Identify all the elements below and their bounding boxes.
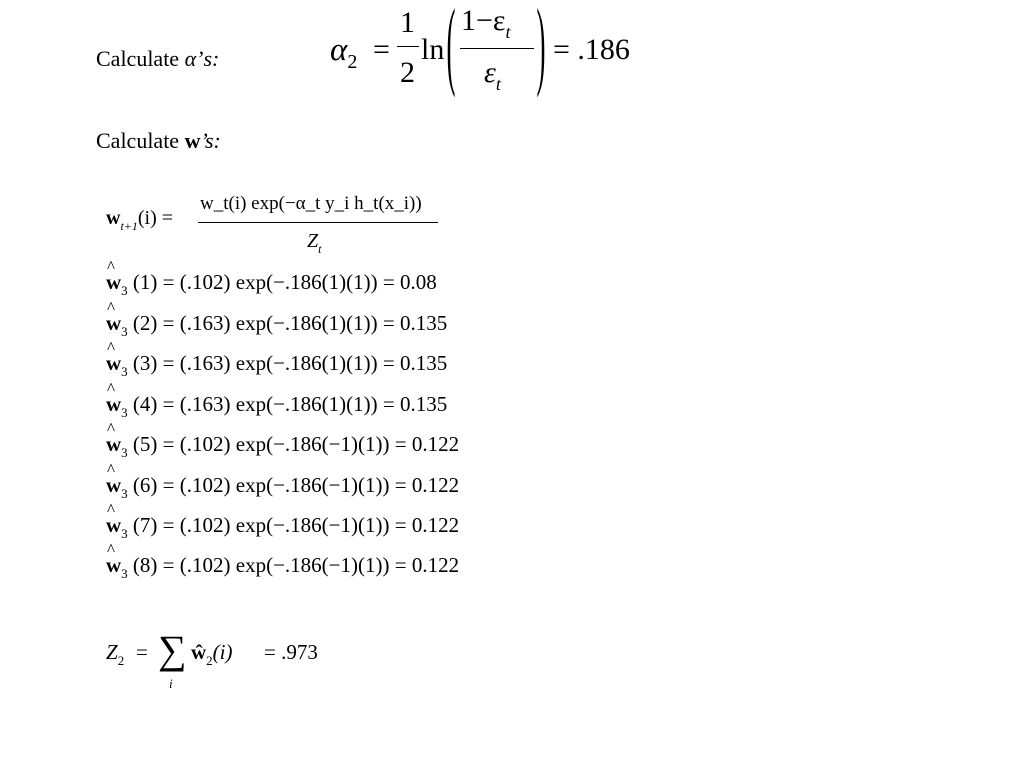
hat-index: 5 [139,432,151,456]
w-hat-symbol: ^ w [106,311,121,336]
hat-weight: .102 [186,473,224,497]
hat-result: 0.08 [400,270,437,294]
hat-y: 1 [328,270,340,294]
hat-weight: .102 [186,553,224,577]
w-hat-symbol: ^ w [106,473,121,498]
alpha-lhs: α2 [330,32,358,73]
hat-equation-row: ^ $w_3$ (3) = (.163) exp(−.186(1)(1)) = 0.135 [106,351,447,376]
hat-result: 0.135 [400,392,448,416]
left-paren: ( [446,0,456,100]
update-rule-numerator: w_t(i) exp(−α_t y_i h_t(x_i)) [200,193,422,214]
hat-y: −1 [328,432,352,456]
alpha-result: = .186 [553,33,630,66]
coef-numerator: 1 [400,6,415,39]
hat-y: −1 [328,513,352,537]
hat-weight: .102 [186,513,224,537]
z-lhs: $Z_2$ [106,640,125,668]
hat-weight: .163 [186,311,224,335]
w-hat-symbol: ^ w [106,270,121,295]
hat-equation-row: ^ $w_3$ (8) = (.102) exp(−.186(−1)(1)) = 0.122 [106,553,459,578]
alpha-heading: Calculate α’s: [96,46,220,71]
alpha-numerator: 1−εt [461,4,511,42]
hat-result: 0.135 [400,311,448,335]
update-rule-fraction-line [198,222,438,223]
hat-index: 3 [139,351,151,375]
hat-result: 0.135 [400,351,448,375]
hat-y: −1 [328,473,352,497]
hat-equation-row: ^ $w_3$ (5) = (.102) exp(−.186(−1)(1)) = 0.122 [106,432,459,457]
right-paren: ) [536,0,546,100]
update-rule-denominator: $Z_t$ [307,230,322,256]
hat-y: 1 [328,392,340,416]
sigma-symbol: ∑ [158,627,187,672]
hat-index: 4 [139,392,151,416]
hat-equation-row: ^ $w_3$ (4) = (.163) exp(−.186(1)(1)) = 0.135 [106,392,447,417]
weights-heading: Calculate w’s: [96,128,221,153]
w-hat-symbol: ^ w [106,351,121,376]
alpha-denominator: εt [484,56,501,94]
hat-weight: .102 [186,432,224,456]
hat-result: 0.122 [411,432,460,456]
hat-y: 1 [328,351,340,375]
alpha-equals: = [373,33,390,66]
z-result: = .973 [264,640,318,664]
hat-index: 7 [139,513,151,537]
ln-function: ln [421,33,445,66]
hat-y: 1 [328,311,340,335]
hat-weight: .163 [186,351,224,375]
hat-equation-row: ^ $w_3$ (2) = (.163) exp(−.186(1)(1)) = 0.135 [106,311,447,336]
w-hat-symbol: ^ w [106,392,121,417]
hat-result: 0.122 [411,473,460,497]
hat-index: 8 [139,553,151,577]
update-rule-lhs: $w_{t+1}(i)$ = [106,207,174,233]
sum-index: i [169,676,173,691]
hat-index: 6 [139,473,151,497]
w-hat-symbol: ^ w [106,513,121,538]
w-hat-symbol: ^ w [106,432,121,457]
w-hat-symbol: ^ w [106,553,121,578]
hat-index: 1 [139,270,151,294]
hat-equation-row: ^ $w_3$ (6) = (.102) exp(−.186(−1)(1)) = 0.122 [106,473,459,498]
alpha-fraction-line [460,48,534,49]
hat-y: −1 [328,553,352,577]
hat-weight: .102 [186,270,224,294]
coef-denominator: 2 [400,56,415,89]
hat-equation-row: ^ $w_3$ (1) = (.102) exp(−.186(1)(1)) = 0.08 [106,270,437,295]
hat-result: 0.122 [411,513,460,537]
hat-result: 0.122 [411,553,460,577]
z-term: $ŵ_2(i)$ [191,640,233,668]
coef-fraction-line [397,46,419,47]
hat-index: 2 [139,311,151,335]
hat-equation-row: ^ $w_3$ (7) = (.102) exp(−.186(−1)(1)) = 0.122 [106,513,459,538]
z-equals: = [136,640,148,664]
hat-weight: .163 [186,392,224,416]
